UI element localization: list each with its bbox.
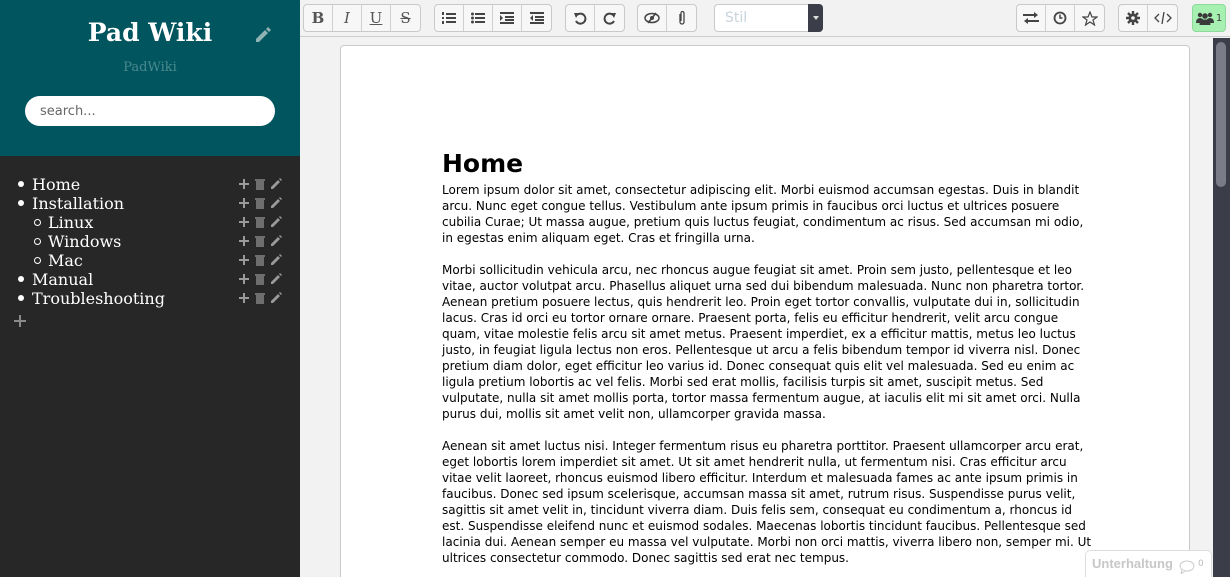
- unordered-list-button[interactable]: [464, 5, 493, 31]
- ordered-list-button[interactable]: [435, 5, 464, 31]
- clear-authorship-button[interactable]: [638, 5, 667, 31]
- star-button[interactable]: [1075, 5, 1104, 31]
- trash-icon[interactable]: [253, 215, 267, 229]
- nav-item-installation[interactable]: [0, 194, 300, 213]
- nav-item-troubleshooting[interactable]: [0, 289, 300, 308]
- sidebar: [0, 0, 300, 577]
- format-group: [303, 4, 421, 32]
- nav-label[interactable]: Troubleshooting: [32, 289, 165, 308]
- item-actions: [237, 177, 283, 191]
- users-count: 1: [1215, 12, 1223, 24]
- import-export-button[interactable]: [1017, 5, 1046, 31]
- add-icon[interactable]: [237, 234, 251, 248]
- strikethrough-button[interactable]: S: [400, 9, 411, 27]
- code-icon: [1154, 12, 1172, 24]
- add-icon[interactable]: [237, 215, 251, 229]
- redo-button[interactable]: [595, 5, 624, 31]
- editor-area: [300, 38, 1213, 577]
- trash-icon[interactable]: [253, 234, 267, 248]
- paperclip-icon: [678, 10, 686, 26]
- underline-button[interactable]: U: [362, 5, 391, 31]
- nav-label[interactable]: Installation: [32, 194, 125, 213]
- document-heading[interactable]: Home: [442, 149, 524, 178]
- indent-button[interactable]: [493, 5, 522, 31]
- pencil-icon[interactable]: [269, 177, 283, 191]
- add-icon[interactable]: [237, 291, 251, 305]
- trash-icon[interactable]: [253, 291, 267, 305]
- sidebar-header: [0, 0, 300, 156]
- style-dropdown[interactable]: [714, 4, 823, 32]
- misc-group: [637, 4, 697, 32]
- gear-icon: [1126, 11, 1140, 25]
- style-dropdown-value: Stil: [725, 10, 748, 26]
- document-body[interactable]: [442, 148, 1092, 577]
- pencil-icon[interactable]: [269, 253, 283, 267]
- trash-icon[interactable]: [253, 272, 267, 286]
- attachment-button[interactable]: [667, 5, 696, 31]
- users-icon: [1196, 12, 1214, 25]
- list-group: [434, 4, 552, 32]
- add-root-page-icon[interactable]: [14, 312, 28, 326]
- vertical-scrollbar[interactable]: [1213, 38, 1230, 577]
- nav-item-mac[interactable]: [0, 251, 300, 270]
- circle-bullet-icon: [34, 219, 41, 226]
- editor-toolbar: [300, 0, 1230, 37]
- item-actions: [237, 196, 283, 210]
- undo-button[interactable]: [566, 5, 595, 31]
- add-icon[interactable]: [237, 253, 251, 267]
- trash-icon[interactable]: [253, 196, 267, 210]
- wiki-subtitle: PadWiki: [123, 60, 177, 75]
- add-icon[interactable]: [237, 272, 251, 286]
- view-group: [1016, 4, 1105, 32]
- nav-item-home[interactable]: [0, 175, 300, 194]
- chat-label: Unterhaltung: [1092, 556, 1173, 571]
- nav-item-manual[interactable]: [0, 270, 300, 289]
- item-actions: [237, 253, 283, 267]
- bullet-icon: [18, 181, 24, 187]
- paragraph[interactable]: Lorem ipsum dolor sit amet, consectetur adipiscing elit. Morbi euismod accumsan egestas. Duis in blandit arcu. Nunc eget congue tellus. Vestibulum ante ipsum primis in faucibus orci luctus et ultrices posuere cubilia Curae; Ut massa augue, pretium quis luctus feugiat, condimentum ac risus. Sed accumsan mi odio, in egestas enim aliquam eget. Cras et fringilla urna.: [442, 183, 1084, 245]
- nav-item-linux[interactable]: [0, 213, 300, 232]
- nav-label[interactable]: Linux: [48, 213, 94, 232]
- history-group: [565, 4, 625, 32]
- outdent-button[interactable]: [522, 5, 551, 31]
- outdent-icon: [530, 12, 544, 24]
- pencil-icon[interactable]: [269, 215, 283, 229]
- item-actions: [237, 272, 283, 286]
- nav-label[interactable]: Windows: [48, 232, 122, 251]
- ordered-list-icon: [442, 12, 456, 24]
- exchange-icon: [1023, 12, 1039, 24]
- trash-icon[interactable]: [253, 253, 267, 267]
- pencil-icon[interactable]: [269, 234, 283, 248]
- star-icon: [1082, 11, 1098, 26]
- settings-group: [1118, 4, 1178, 32]
- item-actions: [237, 234, 283, 248]
- redo-icon: [603, 11, 617, 25]
- bullet-icon: [18, 200, 24, 206]
- page-tree: [0, 175, 300, 308]
- nav-label[interactable]: Mac: [48, 251, 83, 270]
- embed-button[interactable]: [1148, 5, 1177, 31]
- pencil-icon[interactable]: [269, 196, 283, 210]
- pencil-icon[interactable]: [269, 272, 283, 286]
- circle-bullet-icon: [34, 238, 41, 245]
- item-actions: [237, 291, 283, 305]
- pencil-icon[interactable]: [269, 291, 283, 305]
- nav-item-windows[interactable]: [0, 232, 300, 251]
- edit-title-pencil-icon[interactable]: [254, 26, 274, 46]
- chat-count: 0: [1198, 559, 1204, 569]
- timeslider-button[interactable]: [1046, 5, 1075, 31]
- italic-button[interactable]: I: [333, 5, 362, 31]
- indent-icon: [500, 12, 514, 24]
- nav-label[interactable]: Home: [32, 175, 81, 194]
- bold-button[interactable]: B: [304, 5, 333, 31]
- search-input[interactable]: [25, 96, 275, 126]
- chevron-down-icon[interactable]: [808, 4, 823, 32]
- paragraph[interactable]: Morbi sollicitudin vehicula arcu, nec rhoncus augue feugiat sit amet. Proin sem justo, pellentesque et leo vitae, auctor volutpat arcu. Phasellus aliquet urna sed dui bibendum malesuada. Nunc non pharetra tortor. Aenean pretium posuere lectus, quis hendrerit leo. Proin eget tortor convallis, vulputate dui in, sollicitudin lacus. Cras id orci eu tortor ornare ornare. Praesent porta, felis eu efficitur hendrerit, velit arcu congue quam, vitae molestie felis arcu sit amet metus. Praesent imperdiet, ex a efficitur mattis, metus leo luctus justo, in feugiat ligula lectus non eros. Pellentesque ut arcu a felis bibendum tempor id viverra nisl. Donec pretium diam dolor, eget efficitur leo varius id. Donec consequat quis elit vel malesuada. Sed eu enim ac ligula pretium lobortis ac vel felis. Morbi sed erat mollis, facilisis turpis sit amet, suscipit metus. Sed vulputate, nulla sit amet mollis porta, tortor massa fermentum augue, at iaculis elit mi sit amet orci. Nulla purus dui, mollis sit amet velit non, ullamcorper gravida massa.: [442, 263, 1085, 421]
- eye-slash-icon: [644, 12, 660, 24]
- item-actions: [237, 215, 283, 229]
- paragraph[interactable]: Aenean sit amet luctus nisi. Integer fermentum risus eu pharetra porttitor. Praesent ullamcorper arcu erat, eget lobortis lorem imperdiet sit amet. Ut sit amet hendrerit nulla, ut fermentum nisi. Cras efficitur arcu vitae velit laoreet, rhoncus euismod libero efficitur. Interdum et malesuada fames ac ante ipsum primis in faucibus. Donec sed ipsum scelerisque, accumsan massa sit amet, rutrum risus. Suspendisse purus velit, sagittis sit amet velit in, tincidunt viverra diam. Duis felis sem, consequat eu condimentum a, rhoncus id est. Suspendisse eleifend nunc et euismod sodales. Maecenas lobortis tincidunt faucibus. Pellentesque sed lacinia dui. Aenean semper eu massa vel vulputate. Morbi non orci mattis, viverra libero non, semper mi. Ut ultrices consectetur commodo. Donec sagittis sed erat nec tempus.: [442, 439, 1092, 565]
- add-icon[interactable]: [237, 177, 251, 191]
- speech-bubble-icon: [1179, 559, 1195, 577]
- nav-label[interactable]: Manual: [32, 270, 94, 289]
- clock-icon: [1053, 11, 1067, 25]
- bullet-icon: [18, 276, 24, 282]
- wiki-title: Pad Wiki: [87, 18, 213, 47]
- chat-tab[interactable]: [1085, 550, 1212, 577]
- trash-icon[interactable]: [253, 177, 267, 191]
- circle-bullet-icon: [34, 257, 41, 264]
- bullet-icon: [18, 295, 24, 301]
- unordered-list-icon: [471, 12, 485, 24]
- add-icon[interactable]: [237, 196, 251, 210]
- settings-button[interactable]: [1119, 5, 1148, 31]
- document-page[interactable]: [340, 45, 1190, 577]
- undo-icon: [573, 11, 587, 25]
- users-button[interactable]: [1192, 4, 1226, 32]
- scrollbar-thumb[interactable]: [1216, 42, 1226, 187]
